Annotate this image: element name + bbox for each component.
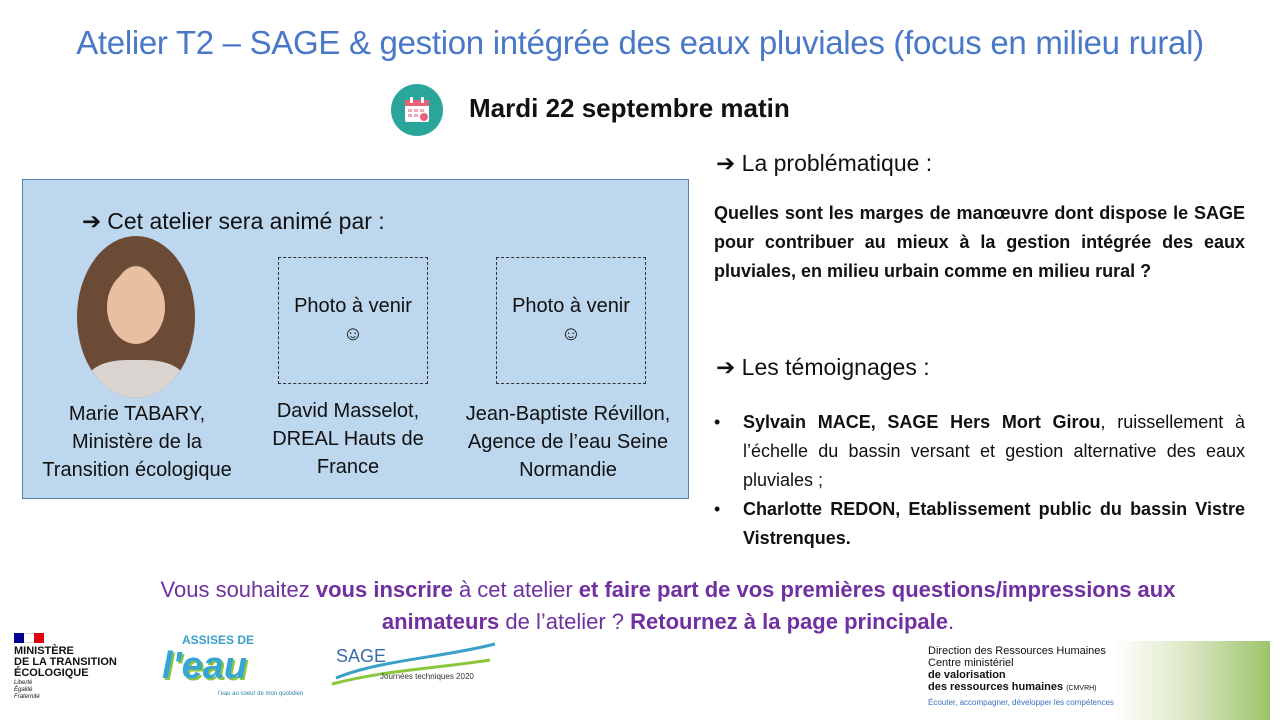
flag-icon [14,633,44,643]
page-title: Atelier T2 – SAGE & gestion intégrée des eaux pluviales (focus en milieu rural) [76,24,1204,61]
call-to-action: Vous souhaitez vous inscrire à cet atelier et faire part de vos premières questions/impressions aux animateurs de l’atelier ? Retournez à la page principale. [160,577,1176,634]
temoignages-heading: ➔ Les témoignages : [716,354,930,380]
photo-placeholder: Photo à venir ☺ [496,257,646,384]
list-item: • Charlotte REDON, Etablissement public du bassin Vistre Vistrenques. [714,495,1245,553]
animateur-name: Marie TABARY, Ministère de la Transition écologique [42,403,232,481]
assises-eau-logo: ASSISES DE l'eau l'eau au coeur de mon quotidien [162,633,304,697]
arrow-right-icon: ➔ [716,150,736,176]
list-item: • Sylvain MACE, SAGE Hers Mort Girou, ruissellement à l’échelle du bassin versant et gestion alternative des eaux pluviales ; [714,408,1245,495]
animateurs-heading: ➔ Cet atelier sera animé par : [82,208,385,234]
sage-logo: SAGE Journées techniques 2020 [330,640,500,686]
temoignages-list [714,408,1245,553]
problematique-heading: ➔ La problématique : [716,150,933,176]
calendar-icon [391,84,443,136]
register-link[interactable]: vous inscrire [315,577,453,602]
portrait-photo [77,236,195,398]
ministere-logo: MINISTÈRE DE LA TRANSITION ÉCOLOGIQUE Liberté Égalité Fraternité [14,633,134,703]
arrow-right-icon: ➔ [82,208,102,234]
animateur-name: David Masselot, DREAL Hauts de France [272,400,424,478]
cmvrh-logo: Direction des Ressources Humaines Centre ministériel de valorisation des ressources humaines (CMVRH) Écouter, accompagner, développer les compétences [922,641,1270,720]
problematique-text: Quelles sont les marges de manœuvre dont dispose le SAGE pour contribuer au mieux à la gestion intégrée des eaux pluviales, en milieu urbain comme en milieu rural ? [714,203,1245,281]
main-page-link[interactable]: Retournez à la page principale [630,609,948,634]
animateur-name: Jean-Baptiste Révillon, Agence de l’eau Seine Normandie [465,403,671,481]
photo-placeholder: Photo à venir ☺ [278,257,428,384]
arrow-right-icon: ➔ [716,354,736,380]
session-date: Mardi 22 septembre matin [469,93,790,123]
